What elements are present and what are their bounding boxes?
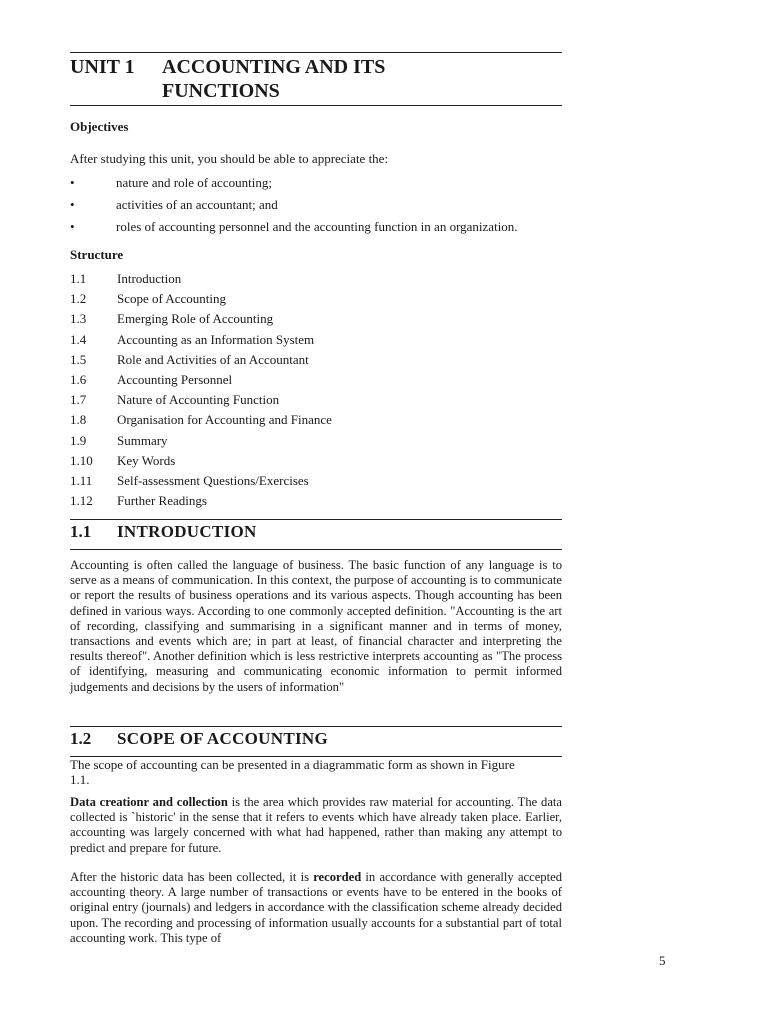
toc-number: 1.3 <box>70 311 87 327</box>
unit-number: UNIT 1 <box>70 56 135 78</box>
toc-title: Further Readings <box>117 493 207 509</box>
toc-title: Accounting as an Information System <box>117 331 315 347</box>
list-item <box>70 197 562 219</box>
objective-text: nature and role of accounting; <box>116 175 272 190</box>
introduction-paragraph: Accounting is often called the language of business. The basic function of any language is to serve as a means of communication. In this context, the purpose of accounting is to communicate or report the results of business operations and its various aspects. Though accounting has been defined in various ways. According to one commonly accepted definition. "Accounting is the art of recording, classifying and summarising in a significant manner and in terms of money, transactions and events which are; in part at least, of financial character and interpreting the results thereof". Another definition which is less restrictive interprets accounting as "The process of identifying, measuring and communicating economic information to permit informed judgements and decisions by the users of information" <box>70 558 562 694</box>
toc-number: 1.10 <box>70 452 93 468</box>
toc-title: Introduction <box>117 271 182 286</box>
toc-row <box>70 291 562 311</box>
toc-row <box>70 372 562 392</box>
section-title: INTRODUCTION <box>117 522 257 541</box>
scope-paragraph-1 <box>70 795 562 856</box>
toc-title: Self-assessment Questions/Exercises <box>117 472 309 488</box>
bold-term: recorded <box>313 870 362 884</box>
toc-number: 1.1 <box>70 271 87 286</box>
toc-row <box>70 332 562 352</box>
toc-title: Scope of Accounting <box>117 291 227 307</box>
paragraph-text: is the area which provides raw material for accounting. The data collected is `historic' in the sense that it refers to events which have already taken place. Earlier, accounting was largely concerned with what had happened, rather than making any attempt to predict and prepare for future. <box>70 795 562 855</box>
paragraph-text: in accordance with generally accepted accounting theory. A large number of transactions or events have to be entered in the books of original entry (journals) and ledgers in accordance with the classification scheme already decided upon. The recording and processing of information usually accounts for a substantial part of total accounting work. This type of <box>70 870 562 945</box>
page-number: 5 <box>659 953 666 968</box>
list-item <box>70 219 562 241</box>
objective-text: activities of an accountant; and <box>116 197 278 212</box>
header-rule-top <box>70 52 562 53</box>
header-rule-bottom <box>70 105 562 106</box>
toc-row <box>70 453 562 473</box>
toc-number: 1.6 <box>70 371 87 387</box>
objectives-heading: Objectives <box>70 119 129 134</box>
toc-number: 1.4 <box>70 331 87 347</box>
paragraph-text: After the historic data has been collected, it is <box>70 870 314 884</box>
section-rule-top <box>70 519 562 520</box>
section-number: 1.1 <box>70 522 92 541</box>
toc-title: Emerging Role of Accounting <box>117 311 274 327</box>
toc-number: 1.8 <box>70 412 87 428</box>
structure-heading: Structure <box>70 247 124 262</box>
toc-title: Summary <box>117 432 168 448</box>
toc-number: 1.11 <box>70 472 93 488</box>
toc-title: Accounting Personnel <box>117 371 233 387</box>
toc-title: Nature of Accounting Function <box>117 392 280 408</box>
objective-text: roles of accounting personnel and the accounting function in an organization. <box>116 219 518 234</box>
toc-row <box>70 412 562 432</box>
toc-row <box>70 352 562 372</box>
section-title: SCOPE OF ACCOUNTING <box>117 729 328 748</box>
scope-paragraph-2 <box>70 870 562 946</box>
bold-term: Data creationr and collection <box>70 795 228 809</box>
toc-row <box>70 473 562 493</box>
section-number: 1.2 <box>70 729 92 748</box>
toc-row <box>70 271 562 291</box>
toc-number: 1.12 <box>70 493 93 509</box>
toc-row <box>70 493 562 513</box>
section-heading-introduction <box>70 519 562 551</box>
objectives-intro: After studying this unit, you should be able to appreciate the: <box>70 151 389 166</box>
list-item <box>70 175 562 197</box>
section-heading-scope <box>70 726 562 758</box>
unit-title-line1: ACCOUNTING AND ITS <box>162 56 386 78</box>
toc-number: 1.7 <box>70 392 87 408</box>
bullet-icon: • <box>70 219 75 234</box>
bullet-icon: • <box>70 197 75 212</box>
scope-intro: The scope of accounting can be presented in a diagrammatic form as shown in Figure 1.1. <box>70 757 515 788</box>
section-rule-top <box>70 726 562 727</box>
toc-number: 1.9 <box>70 432 87 448</box>
toc-title: Organisation for Accounting and Finance <box>117 412 332 428</box>
toc-row <box>70 311 562 331</box>
bullet-icon: • <box>70 175 75 190</box>
toc-row <box>70 433 562 453</box>
unit-title-line2: FUNCTIONS <box>162 80 280 102</box>
toc-number: 1.2 <box>70 291 87 307</box>
objectives-list <box>70 175 562 241</box>
toc-row <box>70 392 562 412</box>
toc-title: Key Words <box>117 452 176 468</box>
section-rule-bottom <box>70 549 562 550</box>
toc-number: 1.5 <box>70 351 87 367</box>
structure-list <box>70 271 562 513</box>
toc-title: Role and Activities of an Accountant <box>117 351 309 367</box>
